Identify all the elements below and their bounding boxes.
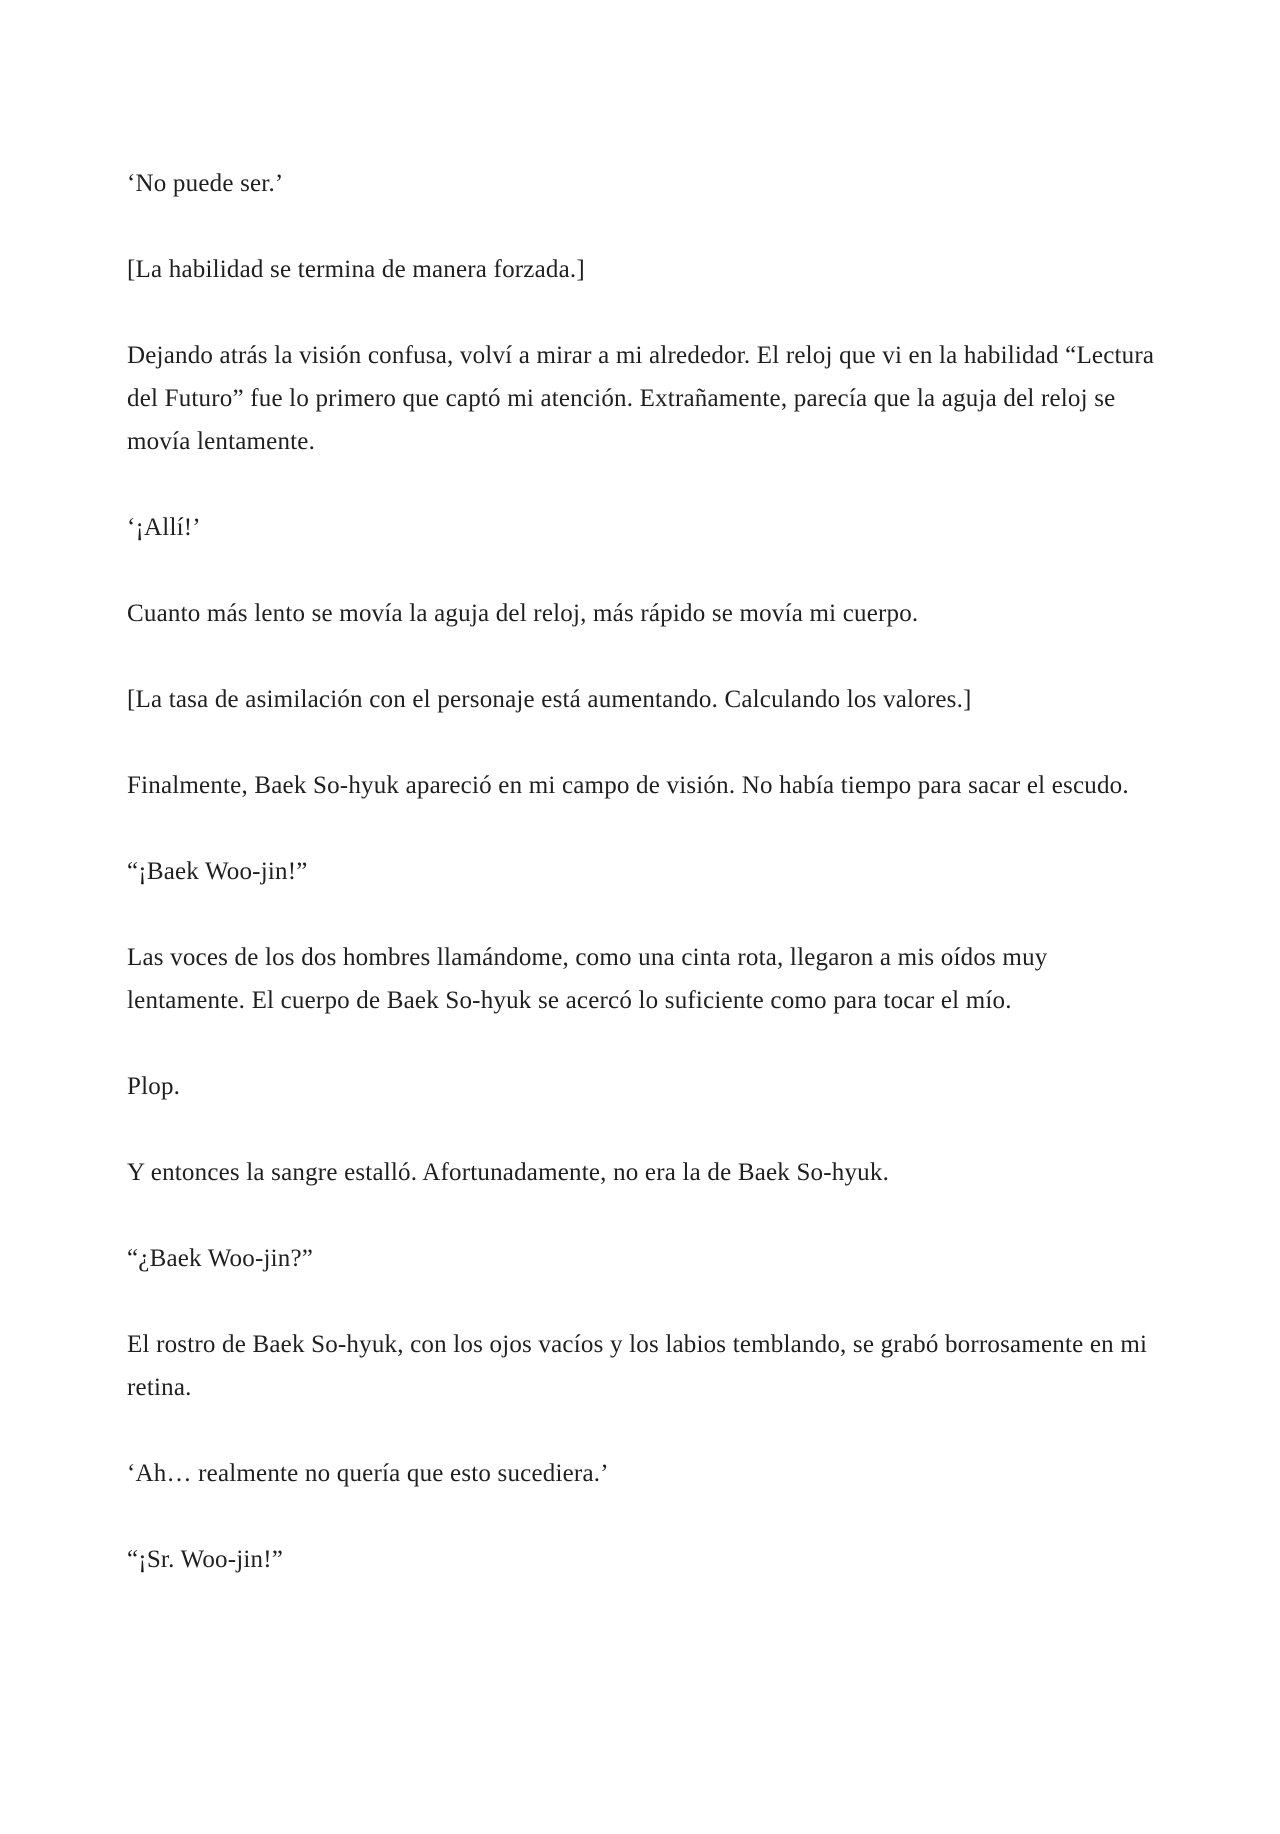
paragraph: [La habilidad se termina de manera forzada.] — [127, 256, 585, 283]
paragraph: ‘Ah… realmente no quería que esto sucediera.’ — [127, 1460, 609, 1487]
paragraph: Finalmente, Baek So-hyuk apareció en mi campo de visión. No había tiempo para sacar el escudo. — [127, 772, 1129, 799]
paragraph: Dejando atrás la visión confusa, volví a mirar a mi alrededor. El reloj que vi en la habilidad “Lectura del Futuro” fue lo primero que captó mi atención. Extrañamente, parecía que la aguja del reloj se movía lentamente. — [127, 342, 1155, 455]
paragraph: ‘No puede ser.’ — [127, 170, 284, 197]
paragraph: Y entonces la sangre estalló. Afortunadamente, no era la de Baek So-hyuk. — [127, 1159, 890, 1186]
document-body — [127, 162, 1157, 1624]
paragraph: “¡Sr. Woo-jin!” — [127, 1546, 284, 1573]
paragraph: [La tasa de asimilación con el personaje está aumentando. Calculando los valores.] — [127, 686, 972, 713]
paragraph: Cuanto más lento se movía la aguja del reloj, más rápido se movía mi cuerpo. — [127, 600, 919, 627]
paragraph: “¿Baek Woo-jin?” — [127, 1245, 314, 1272]
paragraph: El rostro de Baek So-hyuk, con los ojos vacíos y los labios temblando, se grabó borrosamente en mi retina. — [127, 1331, 1148, 1401]
paragraph: ‘¡Allí!’ — [127, 514, 201, 541]
paragraph: Plop. — [127, 1073, 181, 1100]
paragraph: Las voces de los dos hombres llamándome, como una cinta rota, llegaron a mis oídos muy lentamente. El cuerpo de Baek So-hyuk se acercó lo suficiente como para tocar el mío. — [127, 944, 1048, 1014]
paragraph: “¡Baek Woo-jin!” — [127, 858, 308, 885]
